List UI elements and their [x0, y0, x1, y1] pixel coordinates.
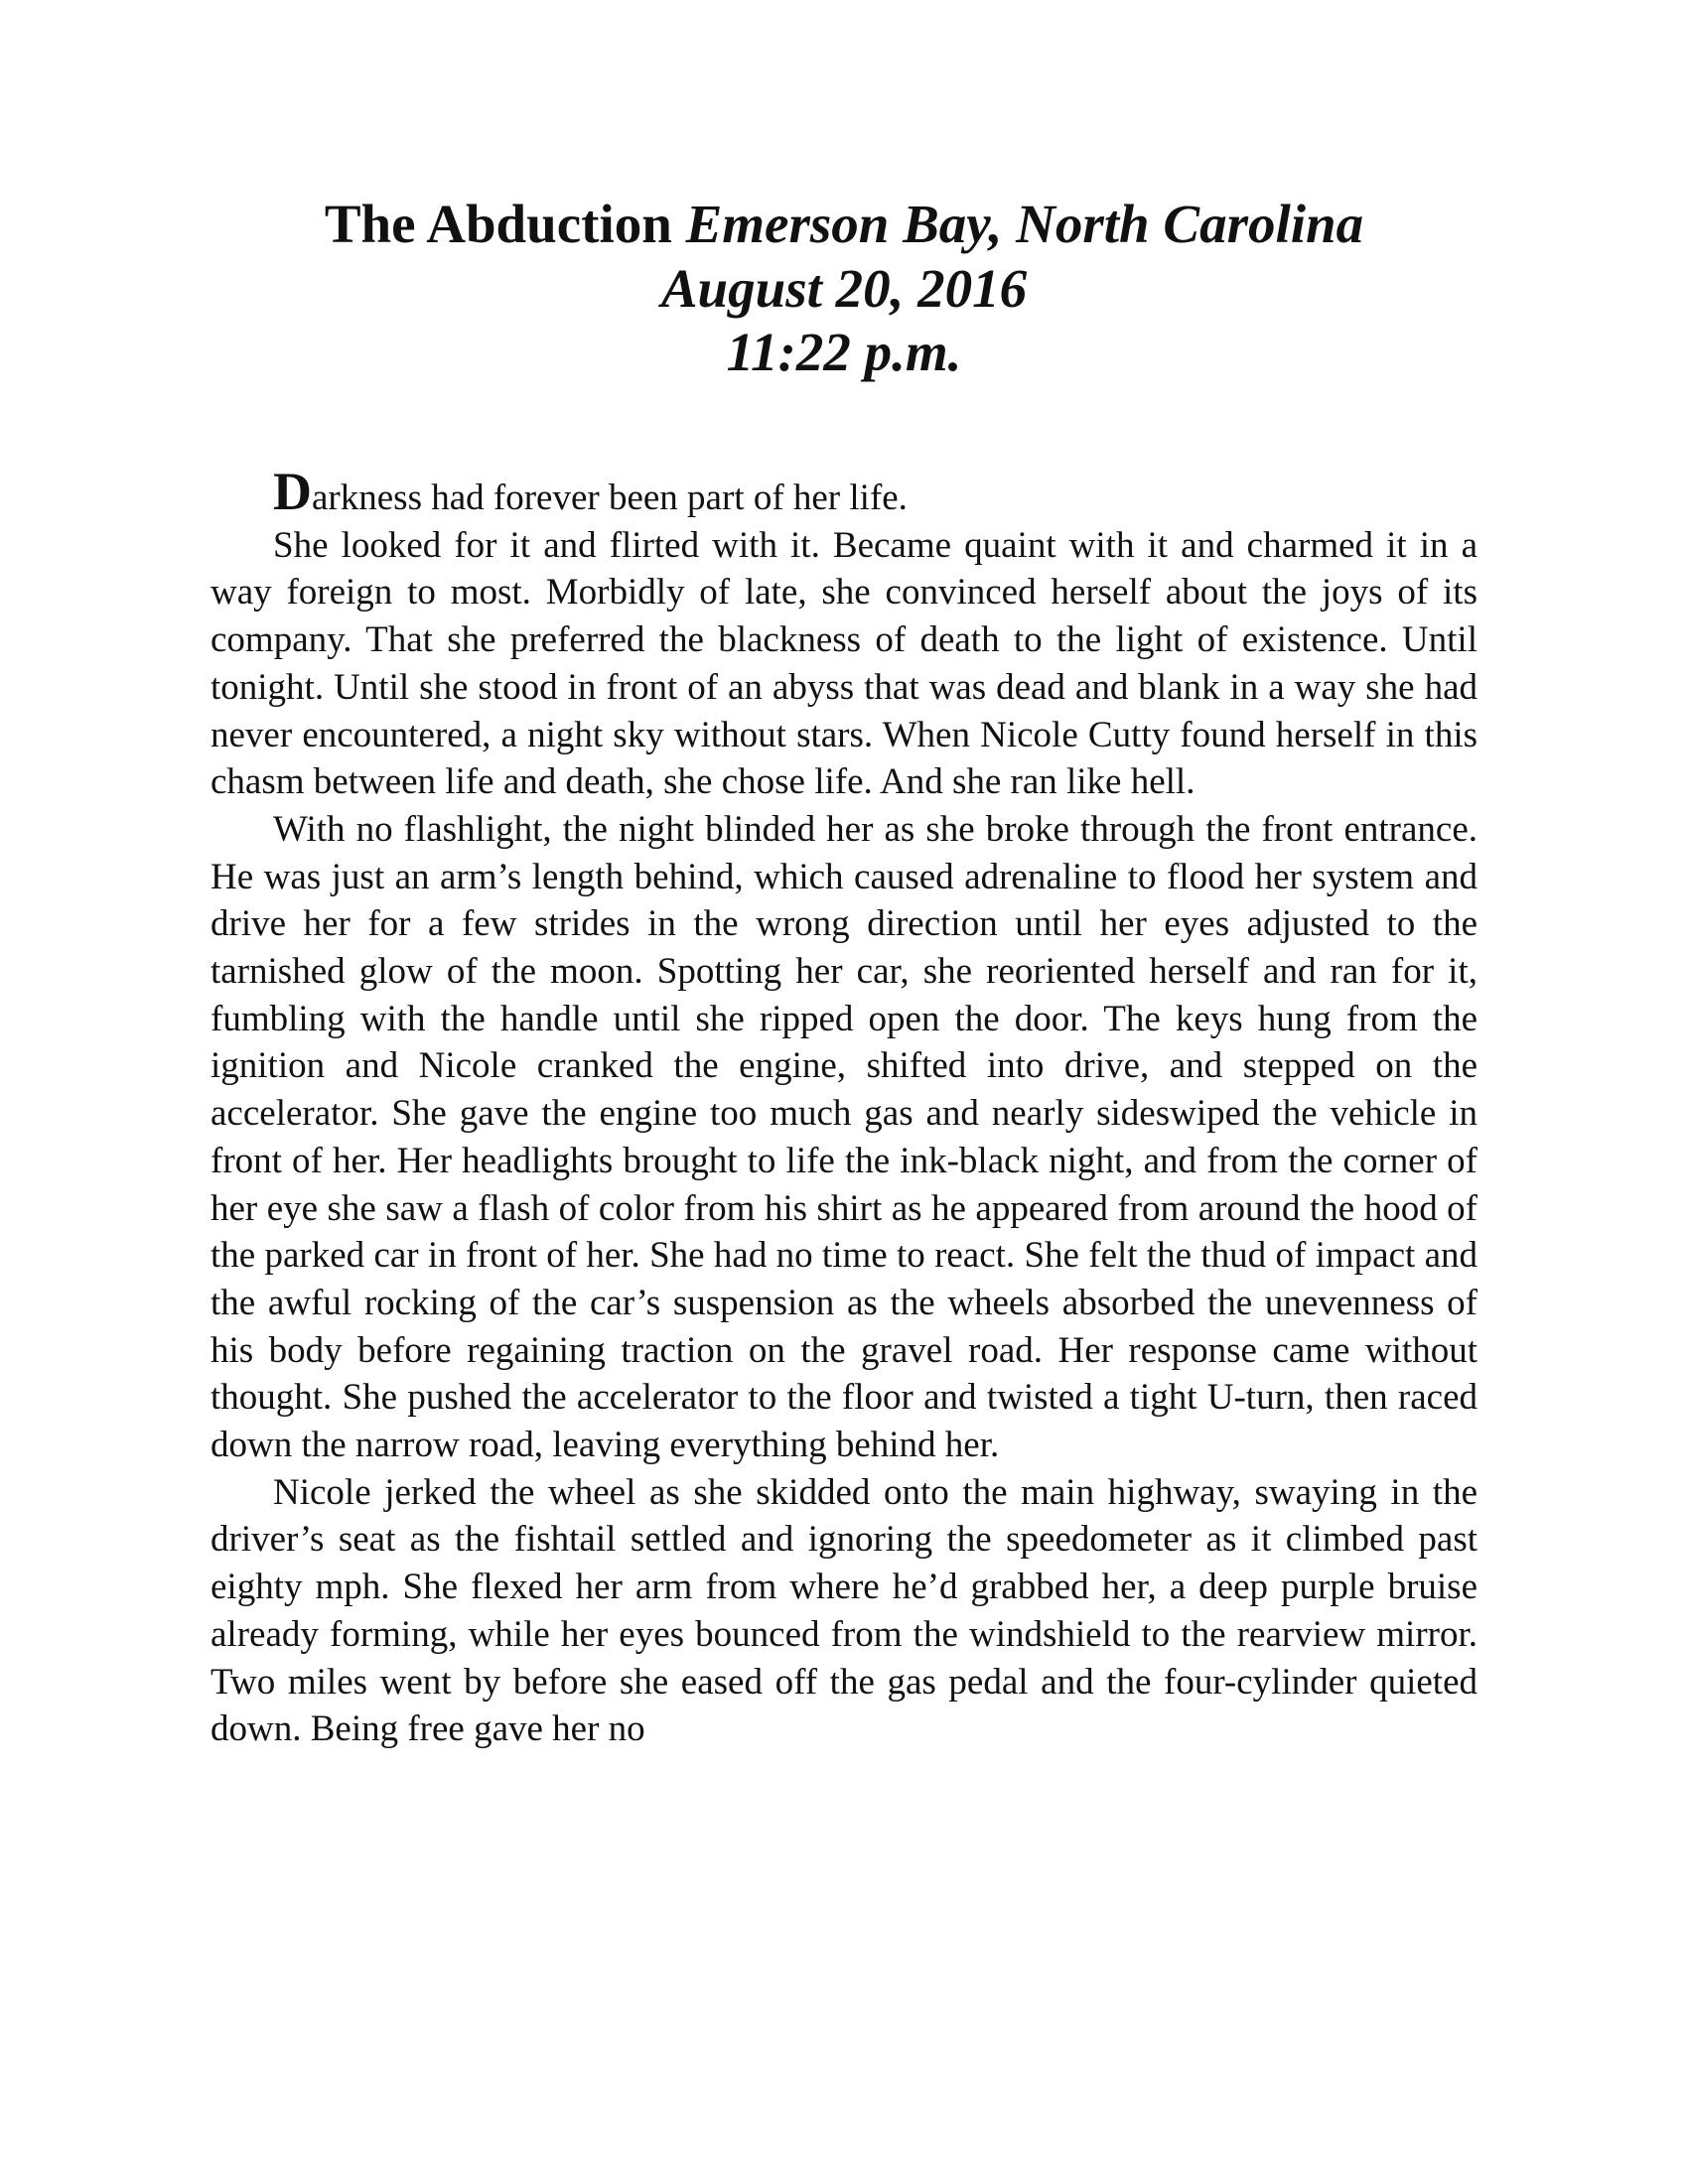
chapter-time: 11:22 p.m.: [726, 322, 962, 382]
chapter-body: [211, 462, 1477, 1753]
paragraph: Nicole jerked the wheel as she skidded onto the main highway, swaying in the driver’s seat as the fishtail settled and ignoring the speedometer as it climbed past eighty mph. She flexed her arm from where he’d grabbed her, a deep purple bruise already forming, while her eyes bounced from the windshield to the rearview mirror. Two miles went by before she eased off the gas pedal and the four-cylinder quieted down. Being free gave her no: [211, 1471, 1477, 1750]
chapter-heading: [211, 194, 1477, 388]
chapter-location: Emerson Bay, North Carolina: [685, 194, 1364, 254]
chapter-date: August 20, 2016: [660, 258, 1028, 319]
opening-line: [211, 462, 1477, 522]
paragraph: She looked for it and flirted with it. Became quaint with it and charmed it in a way foreign to most. Morbidly of late, she convinced herself about the joys of its company. That she preferred the blackness of death to the light of existence. Until tonight. Until she stood in front of an abyss that was dead and blank in a way she had never encountered, a night sky without stars. When Nicole Cutty found herself in this chasm between life and death, she chose life. And she ran like hell.: [211, 524, 1477, 803]
heading-line-1: [211, 194, 1477, 261]
opening-line-text: arkness had forever been part of her life.: [312, 478, 908, 518]
chapter-title: The Abduction: [324, 194, 672, 254]
paragraph: With no flashlight, the night blinded her as she broke through the front entrance. He was just an arm’s length behind, which caused adrenaline to flood her system and drive her for a few strides in the wrong direction until her eyes adjusted to the tarnished glow of the moon. Spotting her car, she reoriented herself and ran for it, fumbling with the handle until she ripped open the door. The keys hung from the ignition and Nicole cranked the engine, shifted into drive, and stepped on the accelerator. She gave the engine too much gas and nearly sideswiped the vehicle in front of her. Her headlights brought to life the ink-black night, and from the corner of her eye she saw a flash of color from his shirt as he appeared from around the hood of the parked car in front of her. She had no time to react. She felt the thud of impact and the awful rocking of the car’s suspension as the wheels absorbed the unevenness of his body before regaining traction on the gravel road. Her response came without thought. She pushed the accelerator to the floor and twisted a tight U-turn, then raced down the narrow road, leaving everything behind her.: [211, 808, 1477, 1466]
drop-cap: D: [273, 462, 312, 521]
